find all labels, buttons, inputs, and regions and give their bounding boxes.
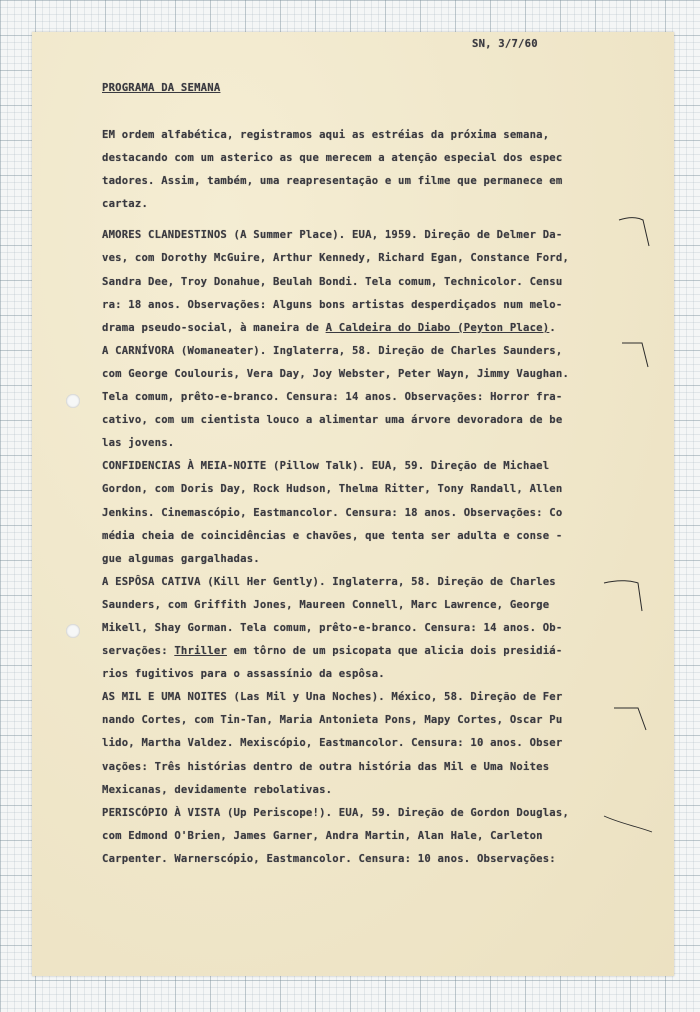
underlined-word: Thriller <box>174 645 227 658</box>
text-line: Sandra Dee, Troy Donahue, Beulah Bondi. Tela comum, Technicolor. Censu <box>102 275 563 288</box>
text-line: Tela comum, prêto-e-branco. Censura: 14 anos. Observações: Horror fra- <box>102 391 563 404</box>
text-line: cartaz. <box>102 198 149 211</box>
text-line: nando Cortes, com Tin-Tan, Maria Antonieta Pons, Mapy Cortes, Oscar Pu <box>102 714 563 727</box>
pen-check-mark <box>617 212 657 252</box>
text-line: Gordon, com Doris Day, Rock Hudson, Thelma Ritter, Tony Randall, Allen <box>102 483 563 496</box>
text-line: com George Coulouris, Vera Day, Joy Webster, Peter Wayn, Jimmy Vaughan. <box>102 367 570 380</box>
punch-hole <box>66 624 80 638</box>
text-line: lido, Martha Valdez. Mexiscópio, Eastmancolor. Censura: 10 anos. Obser <box>102 737 563 750</box>
text-segment: . <box>549 321 556 334</box>
text-line: Carpenter. Warnerscópio, Eastmancolor. Censura: 10 anos. Observações: <box>102 852 556 865</box>
text-line: ra: 18 anos. Observações: Alguns bons artistas desperdiçados num melo- <box>102 298 563 311</box>
text-line: tadores. Assim, também, uma reapresentação e um filme que permanece em <box>102 175 563 188</box>
body-text <box>102 124 569 871</box>
text-line: média cheia de coincidências e chavões, que tenta ser adulta e conse - <box>102 529 563 542</box>
text-line: vações: Três histórias dentro de outra história das Mil e Uma Noites <box>102 760 550 773</box>
text-line: ves, com Dorothy McGuire, Arthur Kennedy, Richard Egan, Constance Ford, <box>102 252 570 265</box>
text-line: Mexicanas, devidamente rebolativas. <box>102 783 333 796</box>
underlined-title: A Caldeira do Diabo (Peyton Place) <box>325 321 550 334</box>
text-line <box>102 317 569 340</box>
text-line: EM ordem alfabética, registramos aqui as estréias da próxima semana, <box>102 129 550 141</box>
text-line: AS MIL E UMA NOITES (Las Mil y Una Noches). México, 58. Direção de Fer <box>102 691 563 704</box>
text-line: com Edmond O'Brien, James Garner, Andra Martin, Alan Hale, Carleton <box>102 829 543 842</box>
text-line: las jovens. <box>102 437 175 450</box>
text-line: gue algumas gargalhadas. <box>102 552 260 565</box>
text-line: cativo, com um cientista louco a alimentar uma árvore devoradora de be <box>102 414 563 427</box>
text-line: rios fugitivos para o assassínio da espôsa. <box>102 668 385 681</box>
pen-check-mark <box>612 702 656 738</box>
text-line: AMORES CLANDESTINOS (A Summer Place). EUA, 1959. Direção de Delmer Da- <box>102 229 563 242</box>
pen-check-mark <box>602 812 658 852</box>
text-line: Jenkins. Cinemascópio, Eastmancolor. Censura: 18 anos. Observações: Co <box>102 506 563 519</box>
text-line: A CARNÍVORA (Womaneater). Inglaterra, 58. Direção de Charles Saunders, <box>102 344 563 357</box>
punch-hole <box>66 394 80 408</box>
document-reference: SN, 3/7/60 <box>472 38 538 50</box>
text-line: CONFIDENCIAS À MEIA-NOITE (Pillow Talk). EUA, 59. Direção de Michael <box>102 460 550 473</box>
text-segment: em tôrno de um psicopata que alicia dois presidiá- <box>226 645 563 658</box>
pen-check-mark <box>620 337 656 373</box>
page-title: PROGRAMA DA SEMANA <box>102 82 221 94</box>
text-line: A ESPÔSA CATIVA (Kill Her Gently). Inglaterra, 58. Direção de Charles <box>102 575 556 588</box>
text-segment: servações: <box>102 645 175 658</box>
text-line: Saunders, com Griffith Jones, Maureen Connell, Marc Lawrence, George <box>102 598 550 611</box>
text-line: PERISCÓPIO À VISTA (Up Periscope!). EUA, 59. Direção de Gordon Douglas, <box>102 806 570 819</box>
text-segment: drama pseudo-social, à maneira de <box>102 321 326 334</box>
text-line <box>102 640 569 663</box>
text-line: destacando com um asterico as que merecem a atenção especial dos espec <box>102 152 563 165</box>
typewritten-page <box>32 32 674 976</box>
pen-check-mark <box>602 577 652 617</box>
text-line: Mikell, Shay Gorman. Tela comum, prêto-e-branco. Censura: 14 anos. Ob- <box>102 621 563 634</box>
